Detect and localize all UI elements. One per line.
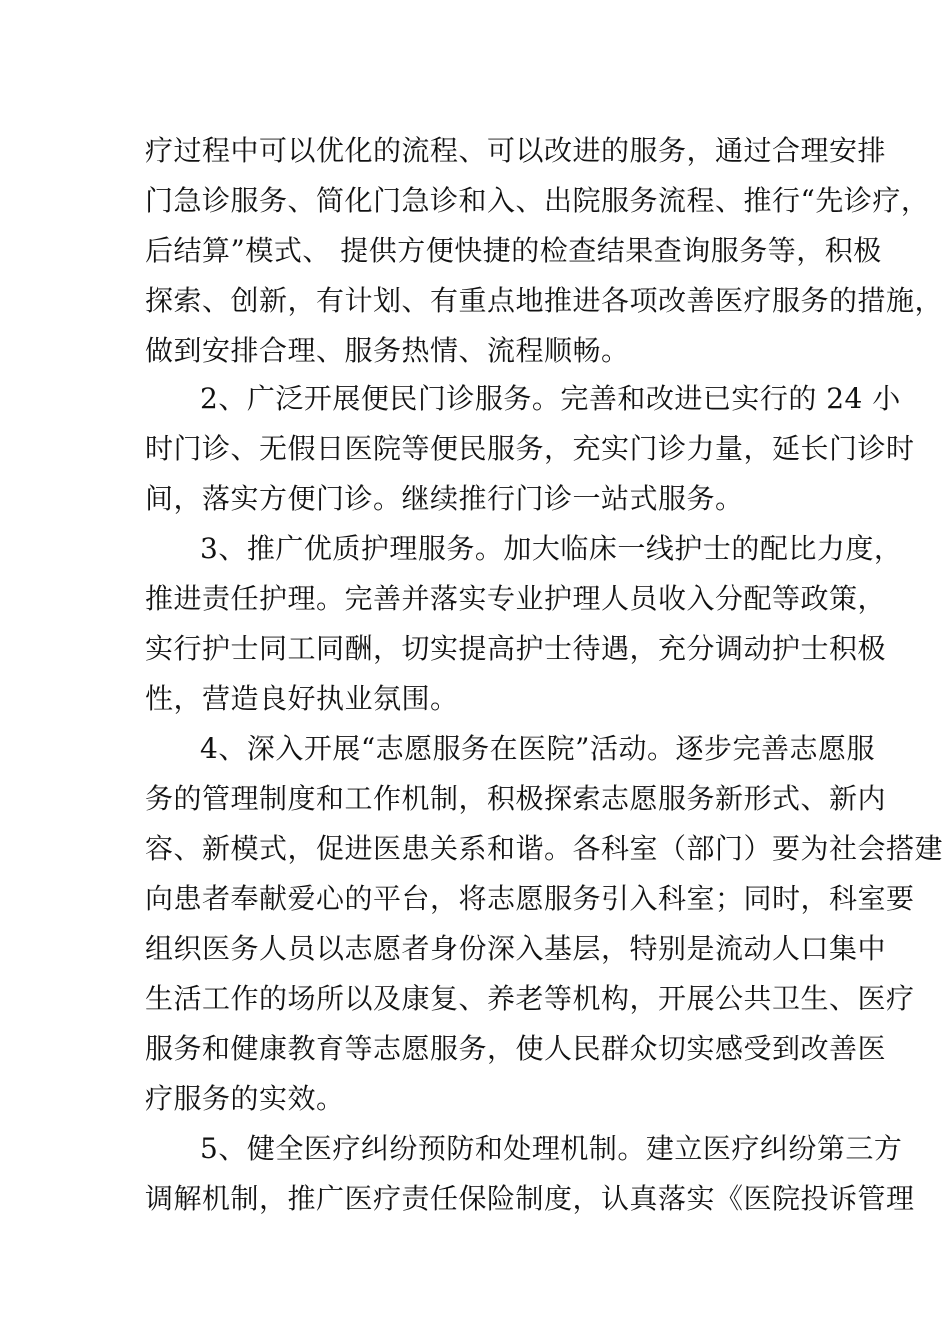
paragraph-2-first-line: 2、广泛开展便民门诊服务。完善和改进已实行的 24 小 <box>200 382 901 415</box>
text-line: 务的管理制度和工作机制，积极探索志愿服务新形式、新内 <box>145 782 887 815</box>
text-line: 后结算”模式、 提供方便快捷的检查结果查询服务等，积极 <box>145 234 882 267</box>
text-line: 间，落实方便门诊。继续推行门诊一站式服务。 <box>145 482 744 515</box>
text-line: 时门诊、无假日医院等便民服务，充实门诊力量，延长门诊时 <box>145 432 915 465</box>
text-line: 门急诊服务、简化门急诊和入、出院服务流程、推行“先诊疗， <box>145 184 930 217</box>
text-line: 组织医务人员以志愿者身份深入基层，特别是流动人口集中 <box>145 932 887 965</box>
paragraph-3-first-line: 3、推广优质护理服务。加大临床一线护士的配比力度， <box>200 532 903 565</box>
paragraph-5-first-line: 5、健全医疗纠纷预防和处理机制。建立医疗纠纷第三方 <box>200 1132 903 1165</box>
text-line: 做到安排合理、服务热情、流程顺畅。 <box>145 334 630 367</box>
text-line: 疗过程中可以优化的流程、可以改进的服务，通过合理安排 <box>145 134 887 167</box>
text-line: 调解机制，推广医疗责任保险制度，认真落实《医院投诉管理 <box>145 1182 915 1215</box>
text-line: 容、新模式，促进医患关系和谐。各科室（部门）要为社会搭建 <box>145 832 944 865</box>
text-line: 实行护士同工同酬，切实提高护士待遇，充分调动护士积极 <box>145 632 887 665</box>
text-line: 疗服务的实效。 <box>145 1082 345 1115</box>
text-line: 生活工作的场所以及康复、养老等机构，开展公共卫生、医疗 <box>145 982 915 1015</box>
text-line: 服务和健康教育等志愿服务，使人民群众切实感受到改善医 <box>145 1032 887 1065</box>
text-line: 性，营造良好执业氛围。 <box>145 682 459 715</box>
text-line: 推进责任护理。完善并落实专业护理人员收入分配等政策， <box>145 582 887 615</box>
paragraph-4-first-line: 4、深入开展“志愿服务在医院”活动。逐步完善志愿服 <box>200 732 875 765</box>
text-line: 探索、创新，有计划、有重点地推进各项改善医疗服务的措施， <box>145 284 944 317</box>
text-line: 向患者奉献爱心的平台，将志愿服务引入科室；同时，科室要 <box>145 882 915 915</box>
